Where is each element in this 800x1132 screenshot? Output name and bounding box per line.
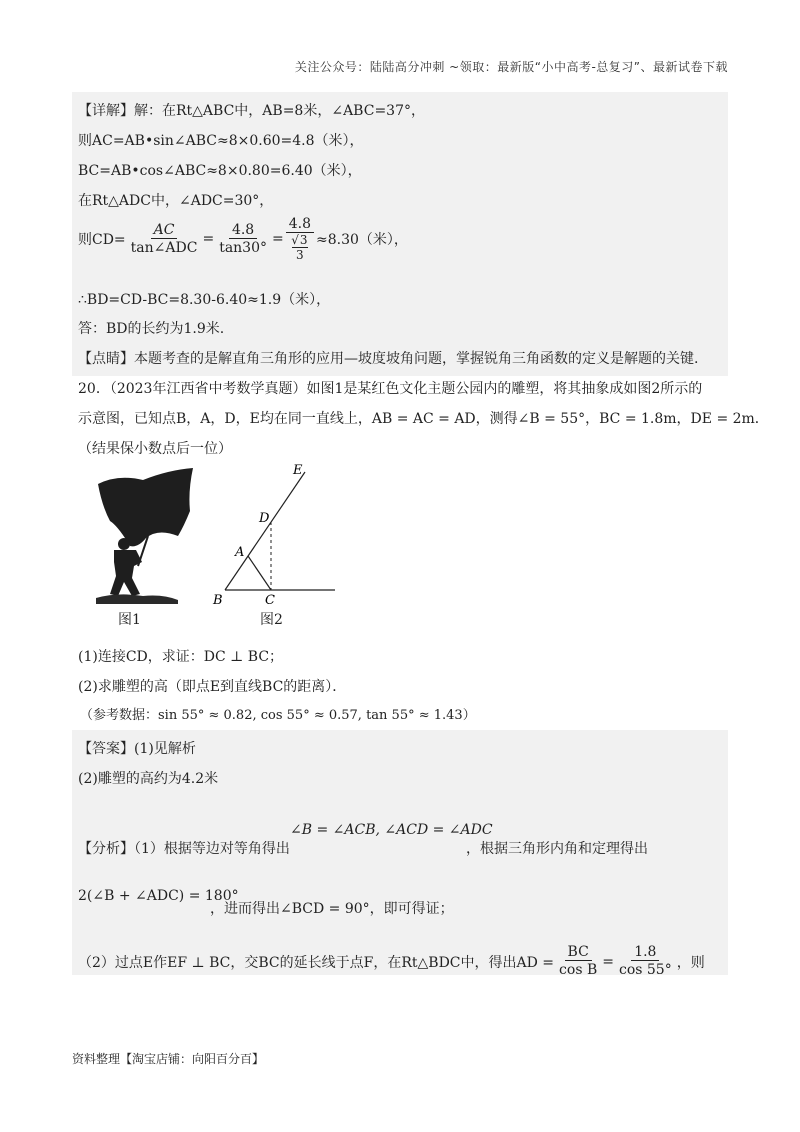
detail-line-1 [78, 100, 425, 120]
frac-num: AC [151, 222, 178, 239]
detail-line-4: 在Rt△ADC中，∠ADC=30°， [78, 193, 274, 209]
fraction-48-over-tan30 [216, 222, 270, 257]
comment-tag: 【点睛】 [78, 351, 134, 367]
analysis-text-1b: ，根据三角形内角和定理得出 [466, 841, 648, 857]
segment-ac [248, 556, 271, 590]
detail-tag: 【详解】 [78, 103, 134, 119]
figure-2-diagram [205, 462, 345, 612]
analysis-math-1: ∠B = ∠ACB, ∠ACD = ∠ADC [290, 822, 493, 838]
detail-line-7: 答：BD的长约为1.9米. [78, 321, 225, 337]
analysis-line-1 [78, 838, 290, 858]
analysis-math-2: 2(∠B + ∠ADC) = 180° [78, 888, 239, 904]
frac-den: √3 3 [291, 233, 308, 262]
analysis-line-3: （2）过点E作EF ⊥ BC，交BC的延长线于点F，在Rt△BDC中，得出AD = $\frac{BC}{\text{cos B}}$ = $\frac{1.8}{\cos 55^\circ}$ ，则 [78, 944, 705, 978]
answer-line-2: (2)雕塑的高约为4.2米 [78, 771, 219, 787]
fraction-18-over-cos55 [616, 944, 675, 979]
figure-1-sculpture [88, 466, 198, 606]
soldier-body [110, 550, 142, 596]
comment-line [78, 348, 698, 368]
sqrt-denominator: 3 [292, 247, 308, 262]
fraction-ac-over-tan [128, 222, 201, 257]
label-b: B [213, 593, 223, 608]
detail-line-3: BC=AB•cos∠ABC≈8×0.80=6.40（米）， [78, 163, 362, 179]
frac-num: 4.8 [229, 222, 257, 239]
frac-den: tan30° [219, 239, 267, 256]
analysis-text-2: ，进而得出∠BCD = 90°，即可得证； [210, 901, 454, 917]
frac-num: BC [565, 944, 592, 961]
label-c: C [265, 593, 275, 608]
page-footer: 资料整理【淘宝店铺：向阳百分百】 [72, 1052, 265, 1066]
answer-text-1: (1)见解析 [134, 741, 196, 757]
analysis-tag: 【分析】 [78, 841, 134, 857]
rock-base [96, 594, 178, 604]
detail-line-6: ∴BD=CD-BC=8.30-6.40≈1.9（米）， [78, 292, 331, 308]
frac-num: 4.8 [286, 216, 314, 233]
sqrt-radicand: 3 [299, 233, 308, 247]
figure-2-caption: 图2 [260, 612, 283, 628]
cd-prefix: 则CD= [78, 232, 126, 248]
answer-line-1 [78, 738, 196, 758]
q20-line-1: 20．（2023年江西省中考数学真题）如图1是某红色文化主题公园内的雕塑，将其抽象成如图2所示的 [78, 381, 703, 397]
figure-1-caption: 图1 [118, 612, 141, 628]
q20-part-2: (2)求雕塑的高（即点E到直线BC的距离）． [78, 679, 347, 695]
analysis-text-3a: （2）过点E作EF ⊥ BC，交BC的延长线于点F，在Rt△BDC中，得出AD = [78, 954, 555, 971]
q20-line-2: 示意图，已知点B，A，D，E均在同一直线上，AB = AC = AD，测得∠B = 55°，BC = 1.8m，DE = 2m． [78, 411, 769, 427]
analysis-text-1a: （1）根据等边对等角得出 [134, 841, 290, 857]
frac-num: 1.8 [631, 944, 659, 961]
answer-tag: 【答案】 [78, 741, 134, 757]
page-header: 关注公众号：陆陆高分冲刺 ~领取：最新版“小中高考-总复习”、最新试卷下载 [294, 60, 728, 74]
q20-part-1: (1)连接CD，求证：DC ⊥ BC； [78, 649, 284, 665]
label-a: A [235, 545, 245, 560]
detail-text-1: 解：在Rt△ABC中，AB=8米，∠ABC=37°， [134, 103, 425, 119]
soldier-head [118, 538, 130, 550]
label-d: D [259, 511, 270, 526]
detail-line-2: 则AC=AB•sin∠ABC≈8×0.60=4.8（米）， [78, 133, 364, 149]
comment-text: 本题考查的是解直角三角形的应用—坡度坡角问题，掌握锐角三角函数的定义是解题的关键. [134, 351, 699, 367]
label-e: E [293, 463, 303, 478]
line-be [225, 472, 305, 590]
frac-den: tan∠ADC [130, 239, 198, 256]
fraction-48-over-sqrt3-3 [286, 216, 314, 262]
frac-den: cos B [559, 962, 598, 978]
q20-reference-data: （参考数据：sin 55° ≈ 0.82, cos 55° ≈ 0.57, tan 55° ≈ 1.43） [80, 708, 476, 723]
q20-line-3: （结果保小数点后一位） [78, 441, 232, 457]
detail-line-5-formula: 则CD= $\frac{AC}{\text{tan∠ADC}}$ = $\frac{4.8}{\tan 30^\circ}$ = 4.8 √3 3 ≈8.30（米）， [78, 216, 408, 262]
analysis-text-3b: ，则 [676, 954, 705, 971]
fraction-bc-over-cosb [556, 944, 600, 979]
frac-den: cos 55° [618, 962, 672, 978]
cd-suffix: ≈8.30（米）， [316, 232, 408, 248]
flag-shape [98, 468, 193, 546]
